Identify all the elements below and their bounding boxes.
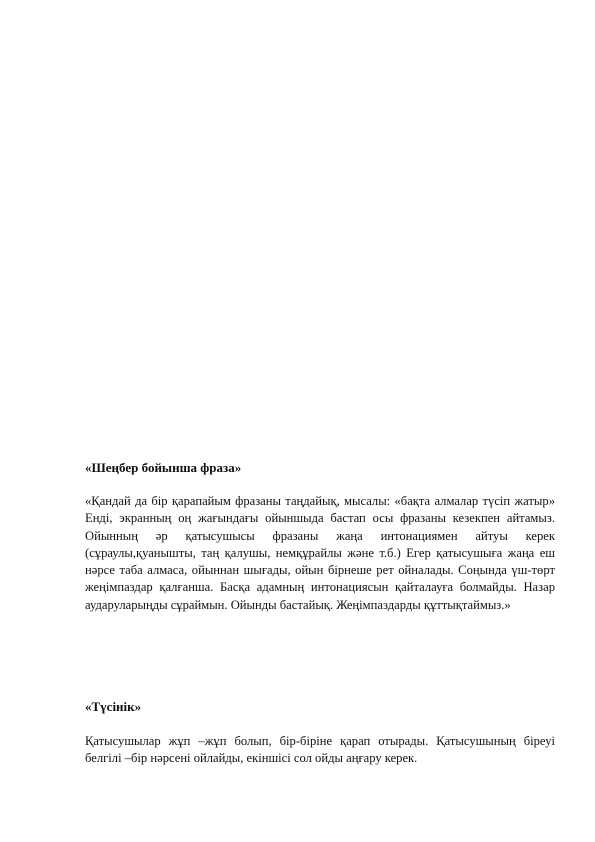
section-phrase-game [85,460,555,614]
section-heading: «Түсінік» [85,699,142,714]
section-understanding-game [85,699,555,768]
section-paragraph: «Қандай да бір қарапайым фразаны таңдайық, мысалы: «бақта алмалар түсіп жатыр» Енді, экранның оң жағындағы ойыншыда бастап осы фразаны кезекпен айтамыз. Ойынның әр қатысушысы фразаны жаңа интонациямен айтуы керек (сұраулы,қуанышты, таң қалушы, немқұрайлы және т.б.) Егер қатысушыға жаңа еш нәрсе таба алмаса, ойыннан шығады, ойын бірнеше рет ойналады. Соңында үш-төрт жеңімпаздар қалғанша. Басқа адамның интонациясын қайталауға болмайды. Назар аударуларыңды сұраймын. Ойынды бастайық. Жеңімпаздарды құттықтаймыз.» [85,494,555,612]
section-paragraph: Қатысушылар жұп –жұп болып, бір-біріне қарап отырады. Қатысушының біреуі белгілі –бір нәрсені ойлайды, екіншісі сол ойды аңғару керек. [85,734,555,766]
section-heading: «Шеңбер бойынша фраза» [85,460,242,475]
